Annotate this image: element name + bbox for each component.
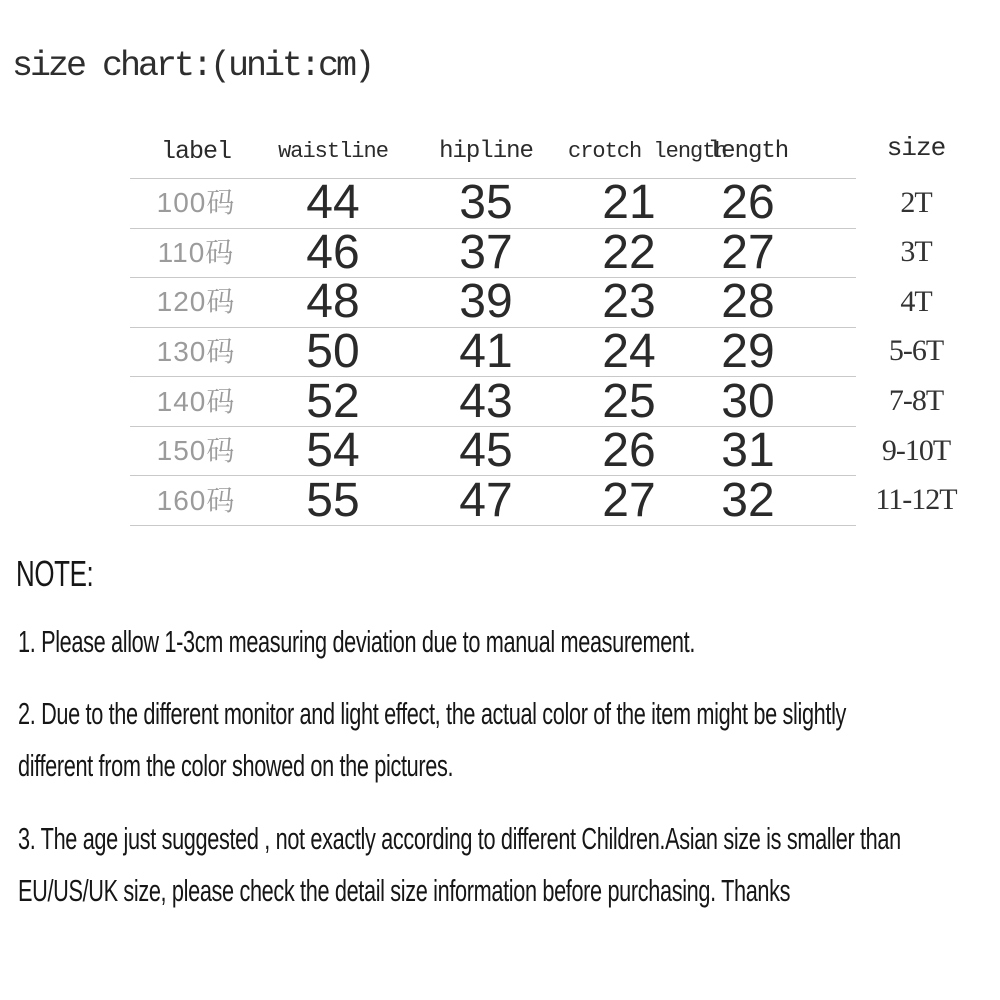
- cell-length: 27: [721, 225, 775, 279]
- notes-heading: NOTE:: [16, 553, 94, 594]
- table-row: [0, 178, 1000, 228]
- cell-size: 5-6T: [888, 334, 944, 368]
- table-row: [0, 277, 1000, 327]
- cell-crotch-length: 25: [602, 374, 656, 428]
- table-row: [0, 225, 1000, 279]
- table-row-main-cells: [130, 324, 856, 378]
- cell-crotch-length: 22: [602, 225, 656, 279]
- table-row-main-cells: [130, 225, 856, 279]
- cell-size: 4T: [900, 284, 932, 318]
- cell-crotch-length: 21: [602, 176, 656, 230]
- note-item: [18, 688, 846, 792]
- table-row-main-cells: [130, 277, 856, 327]
- cell-hipline: 43: [459, 374, 513, 428]
- cell-size: 2T: [900, 185, 932, 219]
- header-hipline: hipline: [439, 137, 533, 165]
- cell-crotch-length: 23: [602, 275, 656, 329]
- note-line: different from the color showed on the pictures.: [18, 748, 454, 783]
- row-label: 120码: [156, 286, 236, 318]
- cell-hipline: 45: [459, 424, 513, 478]
- cell-hipline: 35: [459, 176, 513, 230]
- note-line: 1. Please allow 1-3cm measuring deviation due to manual measurement.: [18, 624, 696, 659]
- cell-size: 9-10T: [881, 433, 951, 467]
- header-size: size: [886, 132, 946, 163]
- header-label: label: [160, 137, 231, 166]
- cell-size: 7-8T: [888, 384, 944, 418]
- table-row-main-cells: [130, 426, 856, 476]
- cell-waistline: 46: [306, 225, 360, 279]
- header-length: length: [707, 137, 789, 165]
- header-waistline: waistline: [278, 138, 388, 164]
- cell-hipline: 37: [459, 225, 513, 279]
- row-label: 110码: [157, 236, 235, 268]
- cell-hipline: 39: [459, 275, 513, 329]
- header-crotch-length: crotch length: [568, 138, 727, 164]
- table-row: [0, 376, 1000, 426]
- cell-length: 32: [721, 473, 775, 527]
- note-item: [18, 813, 901, 917]
- cell-hipline: 41: [459, 324, 513, 378]
- table-row: [0, 475, 1000, 525]
- cell-length: 29: [721, 324, 775, 378]
- cell-length: 31: [721, 424, 775, 478]
- table-row-main-cells: [130, 178, 856, 228]
- note-line: 2. Due to the different monitor and light effect, the actual color of the item might be slightly: [18, 696, 847, 731]
- table-row-main-cells: [130, 475, 856, 525]
- note-line: EU/US/UK size, please check the detail size information before purchasing. Thanks: [18, 873, 791, 908]
- cell-size: 3T: [900, 235, 932, 269]
- cell-length: 30: [721, 374, 775, 428]
- page-title: size chart:(unit:cm): [12, 46, 373, 86]
- cell-crotch-length: 24: [602, 324, 656, 378]
- cell-size: 11-12T: [875, 483, 957, 517]
- size-table: [0, 125, 1000, 526]
- cell-waistline: 48: [306, 275, 360, 329]
- table-row: [0, 324, 1000, 378]
- row-label: 160码: [156, 484, 236, 516]
- row-label: 150码: [156, 435, 236, 467]
- cell-hipline: 47: [459, 473, 513, 527]
- cell-length: 28: [721, 275, 775, 329]
- row-label: 130码: [156, 335, 236, 367]
- cell-waistline: 55: [306, 473, 360, 527]
- cell-waistline: 50: [306, 324, 360, 378]
- cell-waistline: 44: [306, 176, 360, 230]
- row-label: 100码: [156, 187, 236, 219]
- cell-waistline: 52: [306, 374, 360, 428]
- table-header-main-cells: [130, 125, 856, 178]
- cell-crotch-length: 27: [602, 473, 656, 527]
- table-header-row: [0, 125, 1000, 178]
- cell-waistline: 54: [306, 424, 360, 478]
- cell-length: 26: [721, 176, 775, 230]
- table-row-main-cells: [130, 376, 856, 426]
- note-line: 3. The age just suggested , not exactly according to different Children.Asian size is smaller than: [18, 821, 901, 856]
- row-label: 140码: [156, 385, 236, 417]
- cell-crotch-length: 26: [602, 424, 656, 478]
- table-row: [0, 426, 1000, 476]
- note-item: [18, 616, 695, 668]
